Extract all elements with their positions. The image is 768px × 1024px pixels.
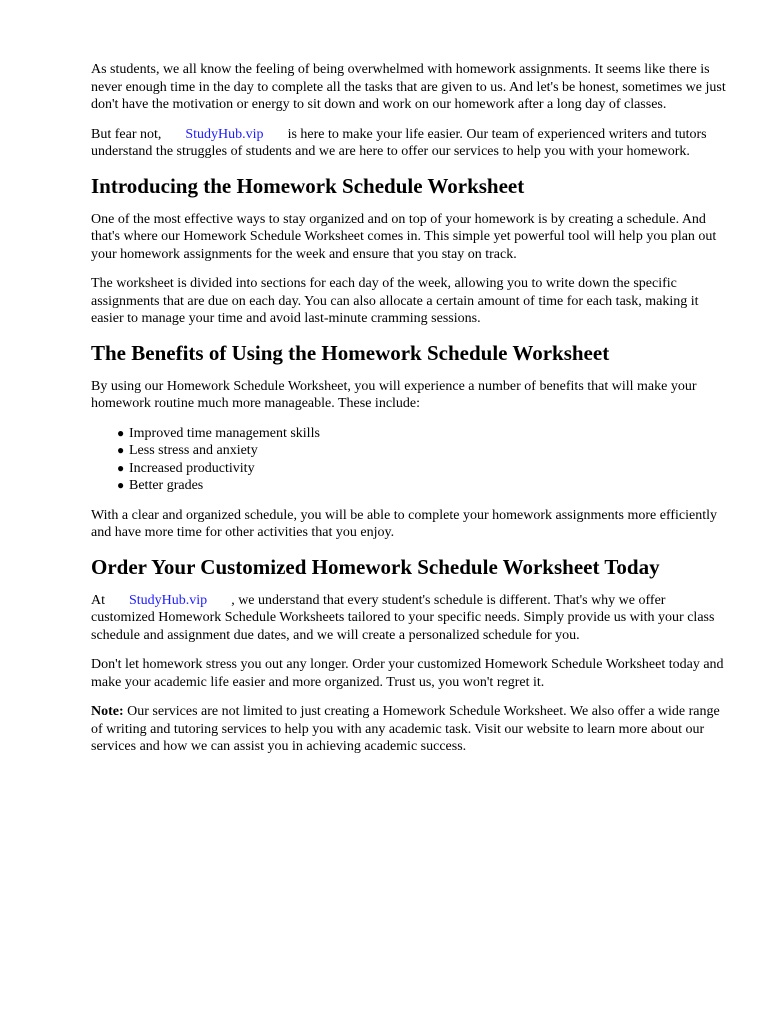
document-page (91, 61, 731, 768)
section-heading-order: Order Your Customized Homework Schedule Worksheet Today (91, 554, 660, 579)
section3-paragraph-1 (91, 592, 731, 645)
intro-paragraph-1: As students, we all know the feeling of being overwhelmed with homework assignments. It seems like there is never enough time in the day to complete all the tasks that are given to us. And let's be honest, sometimes we just don't have the motivation or energy to sit down and work on our homework after a long day of classes. (91, 62, 726, 112)
list-item: ● Better grades (117, 478, 204, 493)
bullet-icon: ● (117, 460, 125, 475)
section3-text-before-link: At (91, 592, 105, 608)
section3-text-after-link: , we understand that every student's schedule is different. That's why we offer customized Homework Schedule Worksheets tailored to your specific needs. Simply provide us with your class schedule and assignment due dates, and we will create a personalized schedule for you. (91, 592, 715, 643)
section2-paragraph-1: By using our Homework Schedule Worksheet, you will experience a number of benefits that will make your homework routine much more manageable. These include: (91, 378, 697, 411)
intro-text-after-link: is here to make your life easier. Our team of experienced writers and tutors understand the struggles of students and we are here to offer our services to help you with your homework. (91, 126, 707, 159)
bullet-icon: ● (117, 478, 125, 492)
studyhub-link[interactable]: StudyHub.vip (129, 592, 208, 608)
list-item: ● Increased productivity (117, 460, 255, 476)
section3-paragraph-2: Don't let homework stress you out any longer. Order your customized Homework Schedule Worksheet today and make your academic life easier and more organized. Trust us, you won't regret it. (91, 657, 724, 690)
section1-paragraph-2: The worksheet is divided into sections for each day of the week, allowing you to write down the specific assignments that are due on each day. You can also allocate a certain amount of time for each task, making it easier to manage your time and avoid last-minute cramming sessions. (91, 276, 699, 326)
bullet-icon: ● (117, 443, 125, 457)
section2-paragraph-2: With a clear and organized schedule, you will be able to complete your homework assignments more efficiently and have more time for other activities that you enjoy. (91, 507, 718, 540)
section-heading-benefits: The Benefits of Using the Homework Schedule Worksheet (91, 340, 610, 365)
bullet-icon: ● (117, 425, 125, 440)
note-label: Note: (91, 704, 124, 719)
list-item: ● Less stress and anxiety (117, 443, 258, 458)
intro-paragraph-2 (91, 126, 731, 161)
note-text: Our services are not limited to just creating a Homework Schedule Worksheet. We also offer a wide range of writing and tutoring services to help you with any academic task. Visit our website to learn more about our services and how we can assist you in achieving academic success. (91, 704, 720, 754)
note-paragraph (91, 703, 731, 756)
list-item: ● Improved time management skills (117, 425, 320, 441)
studyhub-link[interactable]: StudyHub.vip (185, 126, 264, 142)
section-heading-introducing: Introducing the Homework Schedule Worksheet (91, 173, 525, 198)
section1-paragraph-1: One of the most effective ways to stay organized and on top of your homework is by creating a schedule. And that's where our Homework Schedule Worksheet comes in. This simple yet powerful tool will help you plan out your homework assignments for the week and ensure that you stay on track. (91, 211, 717, 262)
benefits-list (91, 425, 731, 495)
intro-text-before-link: But fear not, (91, 126, 162, 142)
